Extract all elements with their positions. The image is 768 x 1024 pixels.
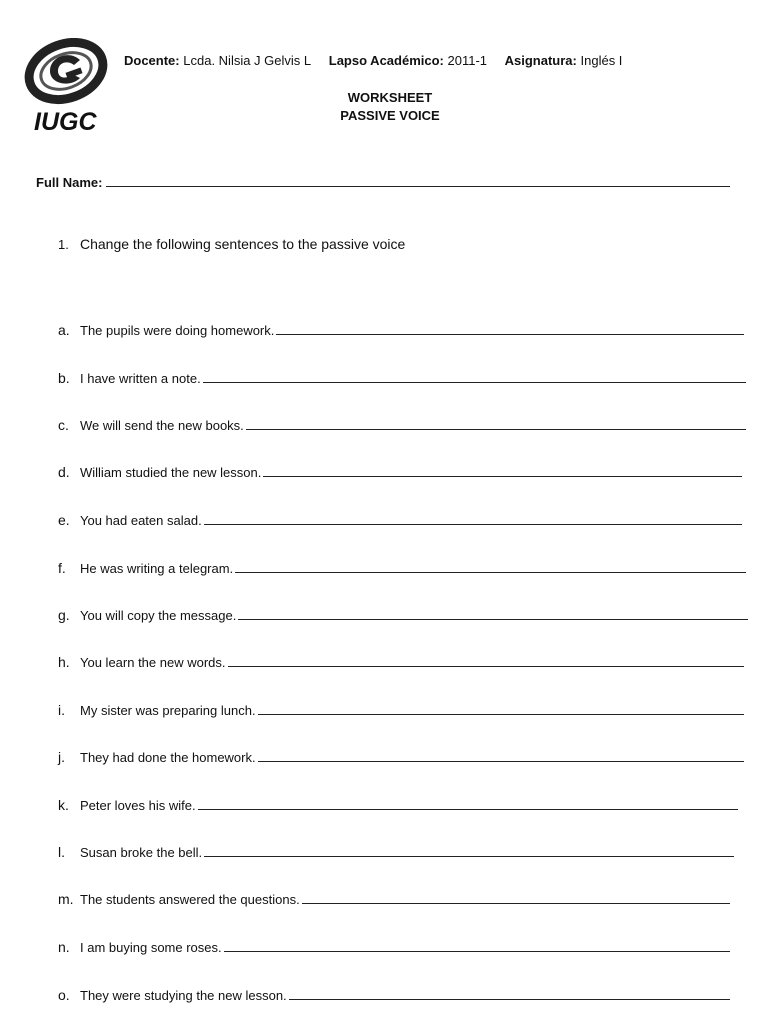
exercise-item (58, 558, 746, 576)
item-sentence: My sister was preparing lunch. (80, 703, 256, 718)
worksheet-title: WORKSHEET (347, 90, 433, 105)
exercise-item (58, 510, 742, 528)
item-sentence: You had eaten salad. (80, 513, 202, 528)
exercise-item (58, 700, 744, 718)
exercise-item (58, 842, 734, 860)
teacher-value: Lcda. Nilsia J Gelvis L (183, 53, 312, 68)
period-label: Lapso Académico: (328, 53, 444, 68)
answer-line[interactable] (238, 607, 748, 620)
period-value: 2011-1 (447, 53, 488, 68)
item-sentence: We will send the new books. (80, 418, 244, 433)
full-name-label: Full Name: (36, 175, 103, 190)
exercise-item (58, 889, 730, 907)
answer-line[interactable] (198, 797, 738, 810)
answer-line[interactable] (246, 417, 746, 430)
answer-line[interactable] (276, 322, 744, 335)
item-sentence: You will copy the message. (80, 608, 237, 623)
exercise-item (58, 985, 730, 1003)
exercise-item (58, 320, 744, 338)
full-name-input-line[interactable] (106, 175, 730, 187)
item-letter: c. (58, 417, 69, 433)
answer-line[interactable] (204, 512, 742, 525)
item-letter: f. (58, 560, 66, 576)
full-name-field (36, 175, 730, 190)
answer-line[interactable] (235, 560, 746, 573)
item-letter: d. (58, 464, 70, 480)
item-letter: o. (58, 987, 70, 1003)
item-letter: k. (58, 797, 69, 813)
item-sentence: I am buying some roses. (80, 940, 222, 955)
item-letter: l. (58, 844, 65, 860)
worksheet-subtitle: PASSIVE VOICE (340, 108, 440, 123)
exercise-item (58, 937, 730, 955)
item-sentence: You learn the new words. (80, 655, 226, 670)
item-letter: e. (58, 512, 70, 528)
answer-line[interactable] (224, 939, 730, 952)
item-sentence: Peter loves his wife. (80, 798, 196, 813)
item-letter: b. (58, 370, 70, 386)
item-letter: m. (58, 891, 74, 907)
item-letter: j. (58, 749, 65, 765)
instruction-number: 1. (58, 237, 69, 252)
item-sentence: They were studying the new lesson. (80, 988, 287, 1003)
item-sentence: The pupils were doing homework. (80, 323, 275, 338)
logo-emblem-icon (22, 38, 110, 108)
item-sentence: They had done the homework. (80, 750, 256, 765)
item-sentence: William studied the new lesson. (80, 465, 262, 480)
answer-line[interactable] (203, 370, 746, 383)
item-letter: g. (58, 607, 70, 623)
subject-value: Inglés I (580, 53, 623, 68)
exercise-item (58, 747, 744, 765)
item-sentence: I have written a note. (80, 371, 201, 386)
answer-line[interactable] (258, 702, 744, 715)
item-letter: h. (58, 654, 70, 670)
item-letter: n. (58, 939, 70, 955)
answer-line[interactable] (228, 654, 744, 667)
exercise-item (58, 605, 748, 623)
answer-line[interactable] (258, 749, 744, 762)
logo-text: IUGC (34, 108, 97, 136)
exercise-item (58, 415, 746, 433)
answer-line[interactable] (289, 987, 730, 1000)
iugc-logo (22, 38, 110, 138)
exercise-item (58, 795, 738, 813)
header-info (124, 53, 622, 68)
item-letter: a. (58, 322, 70, 338)
item-sentence: The students answered the questions. (80, 892, 300, 907)
answer-line[interactable] (302, 891, 730, 904)
teacher-label: Docente: (124, 53, 180, 68)
instruction (58, 236, 405, 252)
instruction-text: Change the following sentences to the passive voice (80, 236, 406, 252)
answer-line[interactable] (263, 464, 742, 477)
exercise-item (58, 368, 746, 386)
exercise-item (58, 462, 742, 480)
item-sentence: He was writing a telegram. (80, 561, 234, 576)
item-letter: i. (58, 702, 65, 718)
exercise-item (58, 652, 744, 670)
item-sentence: Susan broke the bell. (80, 845, 203, 860)
subject-label: Asignatura: (504, 53, 577, 68)
answer-line[interactable] (204, 844, 734, 857)
